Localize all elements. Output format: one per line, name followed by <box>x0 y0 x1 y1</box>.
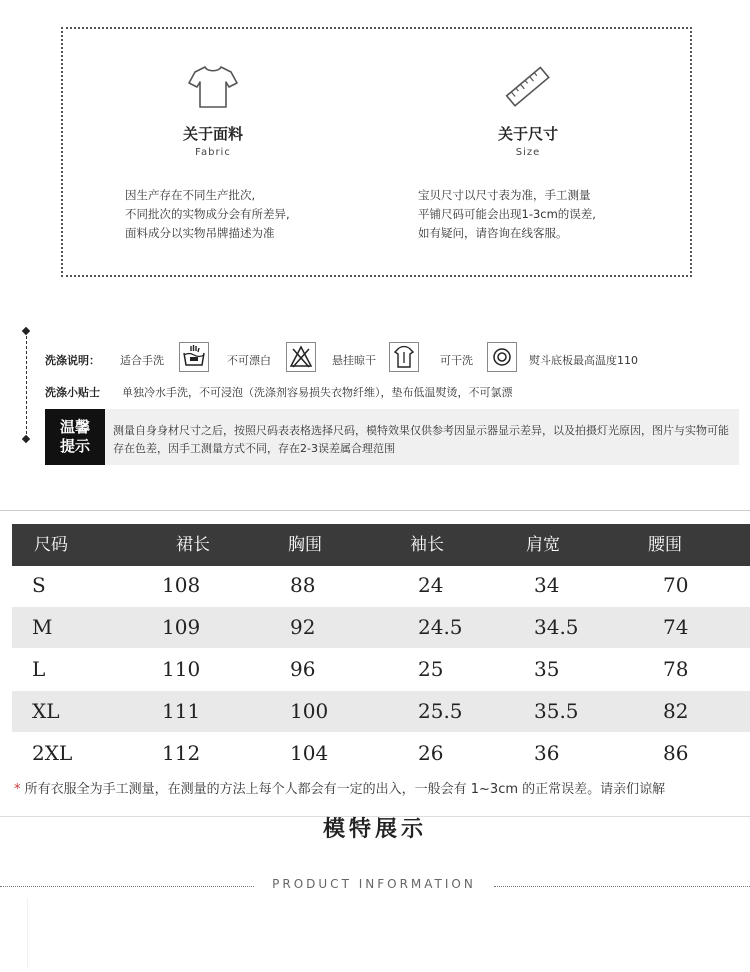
table-cell: 24 <box>418 573 444 597</box>
table-cell: 34 <box>534 573 560 597</box>
table-cell: 35.5 <box>534 699 579 723</box>
size-title: 关于尺寸 <box>497 125 558 143</box>
table-cell: 74 <box>663 615 689 639</box>
table-cell: XL <box>32 699 60 723</box>
table-cell: 70 <box>663 573 689 597</box>
diamond-bullet-icon <box>22 435 30 443</box>
size-line: 如有疑问，请咨询在线客服。 <box>418 226 568 240</box>
header-bust: 胸围 <box>288 535 322 555</box>
fabric-line: 面料成分以实物吊牌描述为准 <box>125 226 275 240</box>
separator-line <box>0 886 254 887</box>
table-row <box>12 565 750 606</box>
model-title: 模特展示 <box>322 817 427 842</box>
diamond-bullet-icon <box>22 327 30 335</box>
care-divider-line <box>26 331 27 439</box>
care-tips-text: 单独冷水手洗，不可浸泡（洗涤剂容易损失衣物纤维），垫布低温熨烫，不可氯漂 <box>122 386 513 399</box>
table-cell: 34.5 <box>534 615 579 639</box>
header-size: 尺码 <box>34 535 68 555</box>
table-cell: 78 <box>663 657 689 681</box>
table-cell: 108 <box>162 573 201 597</box>
table-row <box>12 649 750 690</box>
size-line: 平铺尺码可能会出现1-3cm的误差, <box>418 207 596 221</box>
table-cell: 100 <box>290 699 329 723</box>
fabric-line: 因生产存在不同生产批次, <box>125 188 256 202</box>
table-row <box>12 733 750 774</box>
size-table-header <box>12 524 750 566</box>
fabric-line: 不同批次的实物成分会有所差异, <box>125 207 290 221</box>
fabric-description <box>125 186 290 243</box>
table-cell: M <box>32 615 53 639</box>
warm-tip-badge-line: 提示 <box>59 437 90 455</box>
header-sleeve: 袖长 <box>410 535 444 555</box>
warm-tip-badge <box>45 409 105 465</box>
table-cell: 35 <box>534 657 560 681</box>
faint-divider <box>27 898 28 968</box>
care-item-text: 可干洗 <box>440 354 473 367</box>
size-line: 宝贝尺寸以尺寸表为准，手工测量 <box>418 188 591 202</box>
header-shoulder: 肩宽 <box>526 535 560 555</box>
table-cell: 24.5 <box>418 615 463 639</box>
separator-line <box>494 886 750 887</box>
table-cell: 2XL <box>32 741 73 765</box>
fabric-section <box>63 29 363 158</box>
care-tips-label: 洗涤小贴士 <box>45 386 100 399</box>
table-cell: 88 <box>290 573 316 597</box>
note-text: 所有衣服全为手工测量，在测量的方法上每个人都会有一定的出入，一般会有 1~3cm 的正常误差。请亲们谅解 <box>24 782 666 797</box>
table-cell: 111 <box>162 699 201 723</box>
tshirt-icon <box>187 63 239 111</box>
table-row <box>12 607 750 648</box>
table-cell: 26 <box>418 741 444 765</box>
table-row <box>12 691 750 732</box>
care-item-text: 适合手洗 <box>120 354 164 367</box>
size-section <box>378 29 678 158</box>
dry-clean-icon <box>487 342 517 372</box>
table-cell: S <box>32 573 46 597</box>
iron-temperature-text: 熨斗底板最高温度110 <box>529 354 638 367</box>
header-waist: 腰围 <box>648 535 682 555</box>
warm-tip-text: 测量自身身材尺寸之后，按照尺码表表格选择尺码，模特效果仅供参考因显示器显示差异，以及拍摄灯光原因，图片与实物可能存在色差，因手工测量方式不同，存在2-3误差属合理范围 <box>113 424 729 455</box>
product-info-subtitle: PRODUCT INFORMATION <box>254 877 494 891</box>
table-cell: 109 <box>162 615 201 639</box>
table-cell: 112 <box>162 741 201 765</box>
table-cell: 25.5 <box>418 699 463 723</box>
measurement-note <box>14 778 665 797</box>
hand-wash-icon <box>179 342 209 372</box>
header-dress-length: 裙长 <box>176 535 210 555</box>
info-box <box>61 27 692 277</box>
fabric-subtitle: Fabric <box>195 147 231 158</box>
table-cell: 92 <box>290 615 316 639</box>
care-item-text: 不可漂白 <box>227 354 271 367</box>
table-cell: 86 <box>663 741 689 765</box>
table-cell: 25 <box>418 657 444 681</box>
table-cell: 110 <box>162 657 201 681</box>
size-subtitle: Size <box>515 147 541 158</box>
table-cell: L <box>32 657 46 681</box>
no-bleach-icon <box>286 342 316 372</box>
fabric-title: 关于面料 <box>182 125 243 143</box>
hang-dry-icon <box>389 342 419 372</box>
note-star: * <box>14 782 21 797</box>
table-cell: 82 <box>663 699 689 723</box>
care-item-text: 悬挂晾干 <box>332 354 376 367</box>
warm-tip-badge-line: 温馨 <box>59 418 90 436</box>
ruler-icon <box>502 63 554 111</box>
care-label: 洗涤说明： <box>45 354 100 367</box>
size-description <box>418 186 596 243</box>
table-cell: 104 <box>290 741 329 765</box>
table-cell: 96 <box>290 657 316 681</box>
table-cell: 36 <box>534 741 560 765</box>
